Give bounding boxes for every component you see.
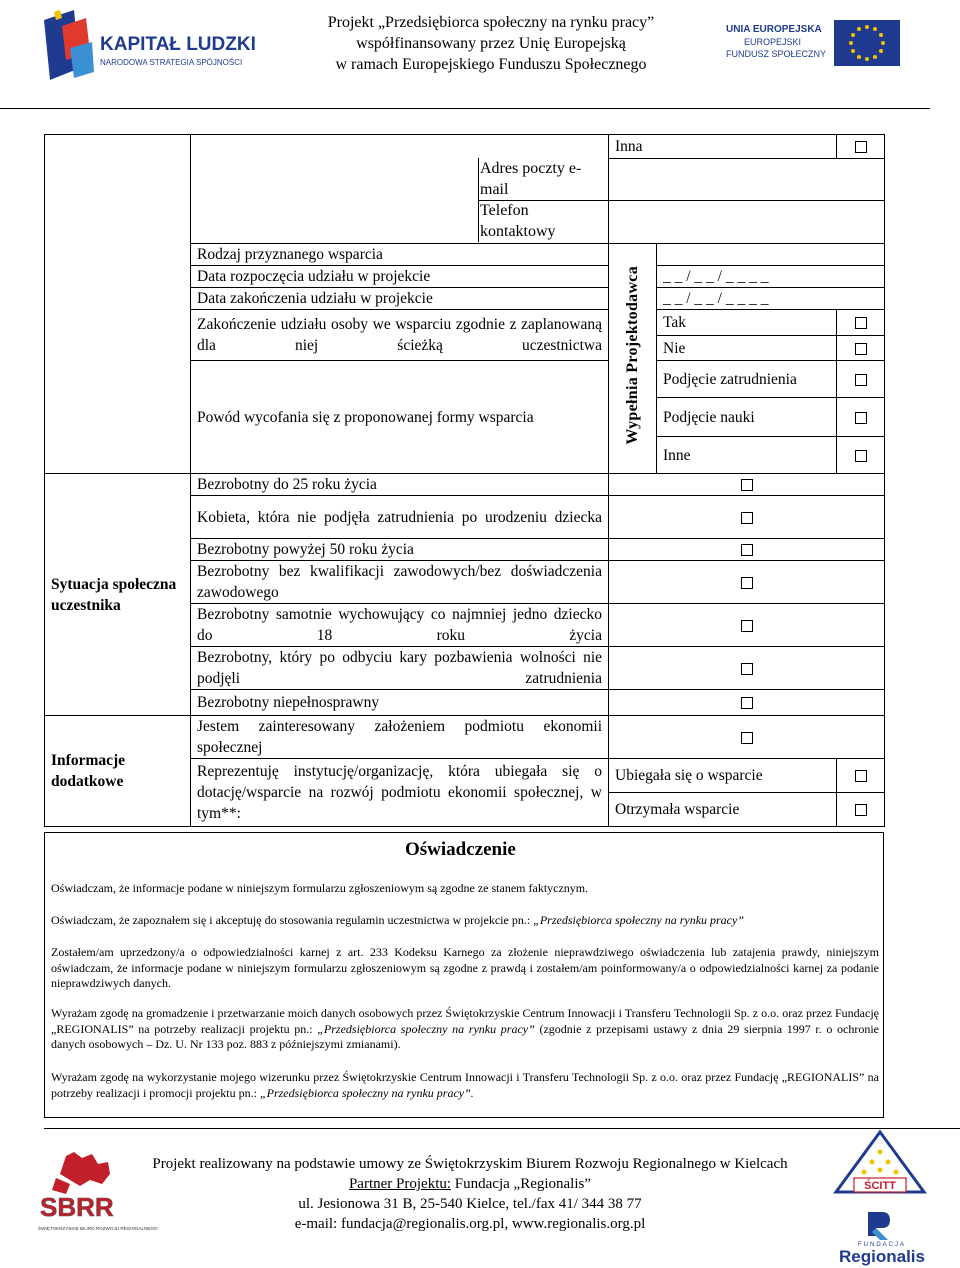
completion-label: Zakończenie udziału osoby we wsparciu zgodnie z zaplanowaną dla niej ścieżką uczestnictwa — [191, 310, 609, 361]
footer-partner-label: Partner Projektu: — [348, 1176, 452, 1192]
declaration-data-text: Wyrażam zgodę na gromadzenie i przetwarzanie moich danych osobowych przez Świętokrzyskie Centrum Innowacji i Transferu Technologii Sp. z o.o. oraz przez Fundację „REGIONALIS” na potrzeby realizacji projektu pn.: — [51, 1006, 879, 1036]
start-date-label: Data rozpoczęcia udziału w projekcie — [191, 266, 609, 288]
svg-text:FUNDACJA: FUNDACJA — [857, 1242, 907, 1248]
social-item: Bezrobotny powyżej 50 roku życia — [191, 539, 609, 561]
participant-form-table — [44, 134, 885, 827]
applied-checkbox[interactable] — [837, 759, 885, 793]
social-item: Kobieta, która nie podjęła zatrudnienia po urodzeniu dziecka — [191, 496, 609, 539]
declaration-image-text: Wyrażam zgodę na wykorzystanie mojego wizerunku przez Świętokrzyskie Centrum Innowacji i Transferu Technologii Sp. z o.o. oraz przez Fundację „REGIONALIS” na potrzeby realizacji i promocji projektu pn.: — [51, 1070, 879, 1100]
declaration-regulations-text: Oświadczam, że zapoznałem się i akceptuję do stosowania regulamin uczestnictwa w projekcie pn.: — [51, 913, 534, 927]
contact-divider-h — [478, 200, 608, 201]
support-type-label: Rodzaj przyznanego wsparcia — [191, 244, 609, 266]
yes-checkbox[interactable] — [837, 310, 885, 336]
withdrawal-option-other: Inne — [657, 437, 837, 474]
footer-partner-name: Fundacja „Regionalis” — [451, 1176, 592, 1192]
footer-contract-line: Projekt realizowany na podstawie umowy ze Świętokrzyskim Biurem Rozwoju Regionalnego w Kielcach — [152, 1156, 788, 1172]
svg-text:FUNDUSZ SPOŁECZNY: FUNDUSZ SPOŁECZNY — [726, 49, 827, 59]
additional-info-label: Informacje dodatkowe — [45, 716, 191, 827]
header-divider — [0, 108, 930, 109]
kapital-ludzki-logo — [40, 8, 270, 88]
projektodawca-vertical-label: Wypełnia Projektodawca — [609, 244, 657, 474]
social-item-checkbox[interactable] — [609, 561, 885, 604]
inna-checkbox[interactable] — [837, 135, 885, 159]
declaration-data-project: „Przedsiębiorca społeczny na rynku pracy” — [317, 1021, 535, 1036]
withdrawal-other-checkbox[interactable] — [837, 437, 885, 474]
footer-contact: e-mail: fundacja@regionalis.org.pl, www.regionalis.org.pl — [294, 1216, 646, 1232]
withdrawal-option-job: Podjęcie zatrudnienia — [657, 361, 837, 398]
declaration-image-use — [51, 1070, 879, 1101]
declarations-title: Oświadczenie — [405, 839, 516, 860]
svg-text:Regionalis: Regionalis — [839, 1247, 925, 1266]
declaration-data-law: (zgodnie z przepisami ustawy z dnia 29 sierpnia 1997 r. o ochronie danych osobowych – Dz. U. Nr 133 poz. 883 z późniejszymi zmianami). — [51, 1021, 880, 1051]
svg-text:ŚCITT: ŚCITT — [864, 1180, 896, 1192]
declaration-regulations-project: „Przedsiębiorca społeczny na rynku pracy” — [533, 913, 745, 927]
footer-text — [140, 1154, 800, 1234]
no-checkbox[interactable] — [837, 336, 885, 361]
social-item: Bezrobotny samotnie wychowujący co najmniej jedno dziecko do 18 roku życia — [191, 604, 609, 647]
phone-label: Telefon kontaktowy — [480, 202, 556, 240]
inna-label: Inna — [609, 135, 837, 159]
social-item-checkbox[interactable] — [609, 496, 885, 539]
declaration-data-processing — [51, 1006, 879, 1053]
declarations-box — [44, 832, 884, 1118]
withdrawal-job-checkbox[interactable] — [837, 361, 885, 398]
svg-text:EUROPEJSKI: EUROPEJSKI — [744, 37, 802, 47]
footer-divider — [44, 1128, 960, 1129]
start-date-field[interactable]: _ _ / _ _ / _ _ _ _ — [657, 266, 885, 288]
withdrawal-label — [191, 361, 609, 474]
svg-text:UNIA EUROPEJSKA: UNIA EUROPEJSKA — [726, 24, 822, 35]
social-item: Bezrobotny, który po odbyciu kary pozbawienia wolności nie podjęli zatrudnienia — [191, 647, 609, 690]
regionalis-logo — [830, 1208, 934, 1266]
no-label: Nie — [657, 336, 837, 361]
support-type-field[interactable] — [657, 244, 885, 266]
social-item-checkbox[interactable] — [609, 690, 885, 716]
received-checkbox[interactable] — [837, 793, 885, 827]
social-item-checkbox[interactable] — [609, 474, 885, 496]
social-item: Bezrobotny do 25 roku życia — [191, 474, 609, 496]
social-item-checkbox[interactable] — [609, 647, 885, 690]
social-situation-label: Sytuacja społeczna uczestnika — [45, 474, 191, 716]
social-item-checkbox[interactable] — [609, 539, 885, 561]
yes-label: Tak — [657, 310, 837, 336]
withdrawal-label-text: Powód wycofania się z proponowanej formy wsparcia — [197, 408, 534, 426]
section-cell-empty — [45, 135, 191, 474]
social-item: Bezrobotny niepełnosprawny — [191, 690, 609, 716]
declaration-regulations — [51, 913, 879, 929]
svg-text:SBRR: SBRR — [40, 1192, 114, 1222]
footer-address: ul. Jesionowa 31 B, 25-540 Kielce, tel./fax 41/ 344 38 77 — [298, 1196, 642, 1212]
svg-text:ŚWIĘTOKRZYSKIE BIURO ROZWOJU R: ŚWIĘTOKRZYSKIE BIURO ROZWOJU REGIONALNEGO — [38, 1226, 158, 1231]
declaration-image-project: „Przedsiębiorca społeczny na rynku pracy”. — [259, 1085, 474, 1100]
contact-right-line — [608, 200, 884, 201]
sbrr-logo — [36, 1150, 158, 1244]
svg-text:KAPITAŁ LUDZKI: KAPITAŁ LUDZKI — [100, 34, 256, 55]
withdrawal-study-checkbox[interactable] — [837, 398, 885, 437]
declaration-truth: Oświadczam, że informacje podane w niniejszym formularzu zgłoszeniowym są zgodne ze stanem faktycznym. — [51, 881, 589, 895]
end-date-label: Data zakończenia udziału w projekcie — [191, 288, 609, 310]
project-title: Projekt „Przedsiębiorca społeczny na rynku pracy” współfinansowany przez Unię Europejską w ramach Europejskiego Funduszu Społecznego — [327, 14, 655, 73]
end-date-field[interactable]: _ _ / _ _ / _ _ _ _ — [657, 288, 885, 310]
footer-partner-line — [140, 1174, 800, 1194]
interest-checkbox[interactable] — [609, 716, 885, 759]
applied-label: Ubiegała się o wsparcie — [609, 759, 837, 793]
email-label: Adres poczty e-mail — [480, 160, 582, 198]
represent-label: Reprezentuję instytucję/organizację, która ubiegała się o dotację/wsparcie na rozwój podmiotu ekonomii społecznej, w tym**: — [191, 759, 609, 827]
eu-logo — [722, 18, 922, 70]
scitt-logo — [834, 1130, 926, 1200]
social-item-checkbox[interactable] — [609, 604, 885, 647]
svg-text:NARODOWA STRATEGIA SPÓJNOŚCI: NARODOWA STRATEGIA SPÓJNOŚCI — [100, 58, 243, 67]
declaration-liability: Zostałem/am uprzedzony/a o odpowiedzialności karnej z art. 233 Kodeksu Karnego za złożenie nieprawdziwego oświadczenia lub zatajenia prawdy, niniejszym oświadczam, że informacje podane w niniejszym formularzu zgłoszeniowym są zgodne z prawdą i zostałem/am poinformowany/a o odpowiedzialności karnej za podanie nieprawdziwych danych. — [51, 945, 879, 990]
received-label: Otrzymała wsparcie — [609, 793, 837, 827]
empty-right-area — [609, 159, 885, 244]
social-item: Bezrobotny bez kwalifikacji zawodowych/bez doświadczenia zawodowego — [191, 561, 609, 604]
interest-label: Jestem zainteresowany założeniem podmiotu ekonomii społecznej — [191, 716, 609, 759]
withdrawal-option-study: Podjęcie nauki — [657, 398, 837, 437]
